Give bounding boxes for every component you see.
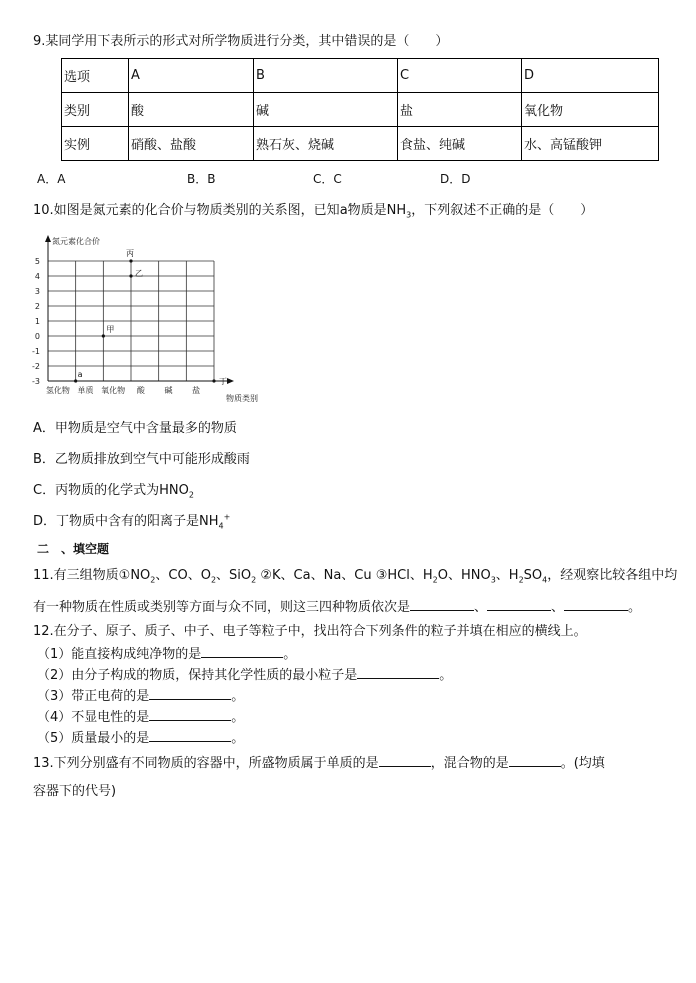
table-row: [62, 93, 659, 127]
q12-item-1: （1）能直接构成纯净物的是 。: [37, 647, 297, 662]
data-point-label: 甲: [106, 325, 115, 334]
x-axis-arrow: [227, 378, 234, 384]
answer-blank[interactable]: [410, 598, 474, 611]
data-point-label: 乙: [135, 269, 143, 278]
answer-blank[interactable]: [357, 666, 439, 679]
answer-blank[interactable]: [201, 645, 283, 658]
table-cell: 硝酸、盐酸: [129, 127, 254, 161]
q10-stem: 10.如图是氮元素的化合价与物质类别的关系图，已知a物质是$NH_3$，下列叙述不正确的是（ ）: [33, 203, 594, 220]
answer-blank[interactable]: [509, 754, 561, 767]
q12-item-4: （4）不显电性的是 。: [37, 710, 245, 725]
answer-blank[interactable]: [564, 598, 628, 611]
q9-stem: 9.某同学用下表所示的形式对所学物质进行分类，其中错误的是（ ）: [33, 34, 449, 49]
data-point: [212, 379, 215, 382]
y-tick-labels: [32, 257, 40, 386]
table-cell: 水、高锰酸钾: [522, 127, 659, 161]
q12-item-3: （3）带正电荷的是 。: [37, 689, 245, 704]
chart-grid: [48, 261, 214, 381]
q13-line2: 容器下的代号): [33, 784, 117, 799]
table-cell: D: [522, 59, 659, 93]
answer-blank[interactable]: [379, 754, 431, 767]
chart-points: [74, 249, 227, 386]
y-tick-label: 4: [34, 272, 40, 281]
table-cell: 熟石灰、烧碱: [254, 127, 398, 161]
q9-option-c[interactable]: C．C: [313, 172, 342, 186]
chart-axes: [45, 235, 234, 384]
answer-blank[interactable]: [149, 708, 231, 721]
data-point: [74, 379, 77, 382]
table-cell: C: [398, 59, 522, 93]
x-category-labels: [46, 385, 200, 395]
x-category-label: 单质: [77, 386, 94, 395]
q12-item-5: （5）质量最小的是 。: [37, 731, 245, 746]
table-cell: 酸: [129, 93, 254, 127]
data-point-label: 丁: [219, 377, 227, 386]
table-cell: 碱: [254, 93, 398, 127]
y-tick-label: 2: [34, 302, 40, 311]
q9-option-a[interactable]: A．A: [37, 172, 66, 186]
x-category-label: 碱: [164, 386, 173, 395]
q13-line1: 13.下列分别盛有不同物质的容器中，所盛物质属于单质的是 ，混合物的是 。(均填: [33, 756, 605, 771]
nitrogen-valence-chart: [30, 230, 275, 405]
table-row: [62, 59, 659, 93]
x-category-label: 盐: [192, 386, 201, 395]
answer-blank[interactable]: [149, 729, 231, 742]
table-row: [62, 127, 659, 161]
table-cell: 盐: [398, 93, 522, 127]
q9-option-d[interactable]: D．D: [440, 172, 471, 186]
classification-table: [61, 58, 659, 161]
table-cell: 实例: [62, 127, 129, 161]
y-tick-label: -3: [32, 377, 40, 386]
section-title: 二 、填空题: [37, 542, 110, 556]
q12-item-2: （2）由分子构成的物质，保持其化学性质的最小粒子是 。: [37, 668, 453, 683]
table-cell: A: [129, 59, 254, 93]
q9-option-b[interactable]: B．B: [187, 172, 216, 186]
y-axis-label: 氮元素化合价: [52, 237, 100, 246]
data-point: [102, 334, 105, 337]
table-cell: 选项: [62, 59, 129, 93]
table-cell: 氧化物: [522, 93, 659, 127]
answer-blank[interactable]: [487, 598, 551, 611]
table-cell: B: [254, 59, 398, 93]
y-axis-arrow: [45, 235, 51, 242]
q11-line2: 有一种物质在性质或类别等方面与众不同，则这三四种物质依次是 、 、 。: [33, 600, 642, 615]
q10-option-b[interactable]: B．乙物质排放到空气中可能形成酸雨: [33, 452, 250, 467]
x-category-label: 氢化物: [45, 386, 70, 395]
x-category-label: 氧化物: [101, 386, 126, 395]
y-tick-label: 3: [34, 287, 40, 296]
y-tick-label: 1: [34, 317, 40, 326]
table-cell: 类别: [62, 93, 129, 127]
data-point-label: a: [77, 370, 83, 379]
q12-stem: 12.在分子、原子、质子、中子、电子等粒子中，找出符合下列条件的粒子并填在相应的横线上。: [33, 624, 587, 639]
q11-line1: 11.有三组物质$①NO_2$、CO、$O_2$、SiO$_2$ ②K、Ca、Na、Cu ③HCl、$H_2O$、$HNO_3$、$H_2SO_4$，经观察比较各组中均: [33, 568, 678, 585]
y-tick-label: -2: [32, 362, 40, 371]
q10-option-d[interactable]: D．丁物质中含有的阳离子是$NH_4^+$: [33, 512, 231, 531]
data-point: [129, 259, 132, 262]
q10-option-a[interactable]: A．甲物质是空气中含量最多的物质: [33, 421, 237, 436]
x-category-label: 酸: [136, 386, 145, 395]
table-cell: 食盐、纯碱: [398, 127, 522, 161]
data-point: [129, 274, 132, 277]
y-tick-label: 0: [34, 332, 40, 341]
y-tick-label: -1: [32, 347, 40, 356]
data-point-label: 丙: [126, 249, 134, 258]
answer-blank[interactable]: [149, 687, 231, 700]
x-axis-label: 物质类别: [226, 394, 258, 403]
y-tick-label: 5: [34, 257, 40, 266]
q10-option-c[interactable]: C．丙物质的化学式为$HNO_2$: [33, 483, 194, 500]
